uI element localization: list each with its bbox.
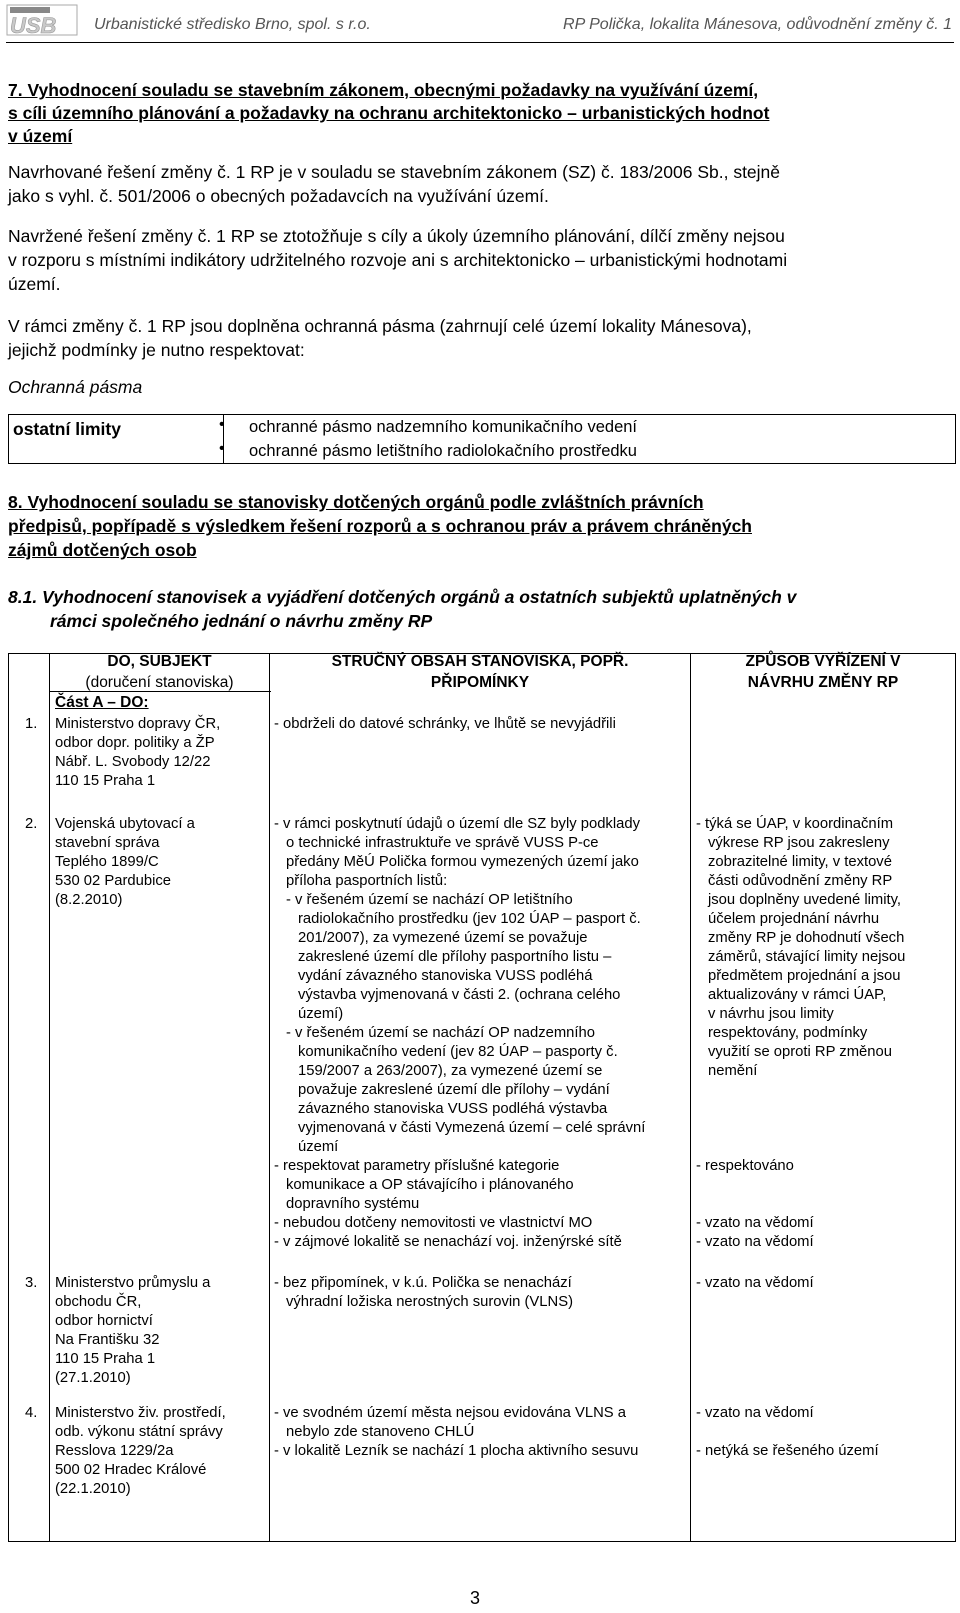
- page-number: 3: [470, 1588, 481, 1608]
- header-document: RP Polička, lokalita Mánesova, odůvodnění změny č. 1: [563, 16, 952, 33]
- row-resolution-line: - vzato na vědomí: [696, 1234, 814, 1250]
- row-subject: Ministerstvo dopravy ČR, odbor dopr. politiky a ŽP Nábř. L. Svobody 12/22 110 15 Praha 1: [55, 716, 221, 789]
- statements-table: [8, 653, 956, 1542]
- row-resolution-line: účelem projednání návrhu: [708, 911, 880, 927]
- row-resolution-line: - týká se ÚAP, v koordinačním: [696, 816, 894, 832]
- row-subject: Vojenská ubytovací a stavební správa Teplého 1899/C 530 02 Pardubice (8.2.2010): [55, 816, 195, 908]
- limits-title-cell: [9, 415, 224, 463]
- page-header: [6, 4, 954, 43]
- section-7-heading: 7. Vyhodnocení souladu se stavebním zákonem, obecnými požadavky na využívání území, s cíli územního plánování a požadavky na ochranu architektonicko – urbanistických hodnot v území: [8, 80, 770, 146]
- row-resolution-line: jsou doplněny uvedené limity,: [708, 892, 902, 908]
- protection-zones-subheading: Ochranná pásma: [8, 377, 143, 397]
- column-header-content: STRUČNÝ OBSAH STANOVISKA, POPŘ. PŘIPOMÍNKY: [331, 653, 629, 691]
- row-number: 2.: [25, 816, 38, 832]
- column-header-resolution: ZPŮSOB VYŘÍZENÍ V NÁVRHU ZMĚNY RP: [745, 653, 901, 691]
- row-resolution-line: - respektováno: [696, 1158, 794, 1174]
- section-7-paragraph-1: Navrhované řešení změny č. 1 RP je v souladu se stavebním zákonem (SZ) č. 183/2006 Sb., stejně jako s vyhl. č. 501/2006 o obecných požadavcích na využívání území.: [8, 162, 781, 206]
- row-resolution-line: zobrazitelné limity, v textové: [708, 854, 892, 870]
- row-resolution-line: - vzato na vědomí: [696, 1215, 814, 1231]
- section-8-1-heading: 8.1. Vyhodnocení stanovisek a vyjádření dotčených orgánů a ostatních subjektů uplatněných v rámci společného jednání o návrhu změny RP: [8, 587, 797, 631]
- limit-item: • ochranné pásmo nadzemního komunikačního vedení: [219, 416, 637, 436]
- row-resolution-line: v návrhu jsou limity: [708, 1006, 834, 1022]
- row-resolution-line: - netýká se řešeného území: [696, 1443, 879, 1459]
- row-resolution-line: záměrů, stávající limity nejsou: [708, 949, 906, 965]
- limit-item: • ochranné pásmo letištního radiolokačního prostředku: [219, 440, 637, 460]
- row-content: - ve svodném území města nejsou evidována VLNS a nebylo zde stanoveno CHLÚ - v lokalitě Lezník se nachází 1 plocha aktivního sesuvu: [274, 1405, 639, 1459]
- svg-text:USB: USB: [10, 13, 57, 36]
- row-resolution-line: předmětem projednání a jsou: [708, 968, 901, 984]
- row-resolution-line: respektovány, podmínky: [708, 1025, 868, 1041]
- row-number: 4.: [25, 1405, 38, 1421]
- row-resolution-line: - vzato na vědomí: [696, 1405, 814, 1421]
- row-resolution-line: výkrese RP jsou zakresleny: [708, 835, 890, 851]
- limits-table: [8, 414, 956, 464]
- row-resolution-line: nemění: [708, 1063, 758, 1079]
- section-7-paragraph-3: V rámci změny č. 1 RP jsou doplněna ochranná pásma (zahrnují celé území lokality Mánesova), jejichž podmínky je nutno respektovat:: [8, 316, 752, 360]
- row-resolution-line: aktualizovány v rámci ÚAP,: [708, 987, 887, 1003]
- column-header-subject: DO, SUBJEKT (doručení stanoviska): [85, 653, 234, 691]
- part-a-label: Část A – DO:: [55, 694, 149, 711]
- row-subject: Ministerstvo živ. prostředí, odb. výkonu státní správy Resslova 1229/2a 500 02 Hradec Králové (22.1.2010): [55, 1405, 226, 1497]
- bullet-icon: •: [219, 416, 225, 433]
- bullet-icon: •: [219, 440, 225, 457]
- usb-logo-icon: [6, 4, 78, 36]
- row-content: - v rámci poskytnutí údajů o území dle SZ byly podklady o technické infrastruktuře ve správě VUSS P-ce předány MěÚ Polička formou vymezených území jako příloha pasportních listů: - v řešeném území se nachází OP letištního radiolokačního prostředku (jev 102 ÚAP – pasport č. 201/2007), za vymezené území se považuje zakreslené území dle přílohy pasportního listu – vydání závazného stanoviska VUSS podléhá výstavba vyjmenovaná v části 2. (ochrana celého území) - v řešeném území se nachází OP nadzemního komunikačního vedení (jev 82 ÚAP – pasporty č. 159/2007 a 263/2007), za vymezené území se považuje zakreslené území dle přílohy – vydání závazného stanoviska VUSS podléhá výstavba vyjmenovaná v části Vymezená území – celé správní území - respektovat parametry příslušné kategorie komunikace a OP stávajícího i plánovaného dopravního systému - nebudou dotčeny nemovitosti ve vlastnictví MO - v zájmové lokalitě se nenachází voj. inženýrské sítě: [274, 816, 646, 1250]
- row-subject: Ministerstvo průmyslu a obchodu ČR, odbor hornictví Na Františku 32 110 15 Praha 1 (27.1.2010): [55, 1275, 211, 1386]
- header-company: Urbanistické středisko Brno, spol. s r.o.: [94, 16, 371, 33]
- row-number: 1.: [25, 716, 38, 732]
- row-content: - obdrželi do datové schránky, ve lhůtě se nevyjádřili: [274, 716, 616, 732]
- section-7-paragraph-2: Navržené řešení změny č. 1 RP se ztotožňuje s cíly a úkoly územního plánování, dílčí změny nejsou v rozporu s místními indikátory udržitelného rozvoje ani s architektonicko – urbanistickými hodnotami území.: [8, 226, 788, 294]
- row-resolution-line: části odůvodnění změny RP: [708, 873, 893, 889]
- row-resolution-line: změny RP je dohodnutí všech: [708, 930, 905, 946]
- limits-title: ostatní limity: [13, 419, 121, 439]
- row-resolution-line: využití se oproti RP změnou: [708, 1044, 892, 1060]
- row-resolution-line: - vzato na vědomí: [696, 1275, 814, 1291]
- row-number: 3.: [25, 1275, 38, 1291]
- row-content: - bez připomínek, v k.ú. Polička se nenachází výhradní ložiska nerostných surovin (VLNS): [274, 1275, 574, 1310]
- section-8-heading: 8. Vyhodnocení souladu se stanovisky dotčených orgánů podle zvláštních právních předpisů, popřípadě s výsledkem řešení rozporů a s ochranou práv a právem chráněných zájmů dotčených osob: [8, 492, 752, 560]
